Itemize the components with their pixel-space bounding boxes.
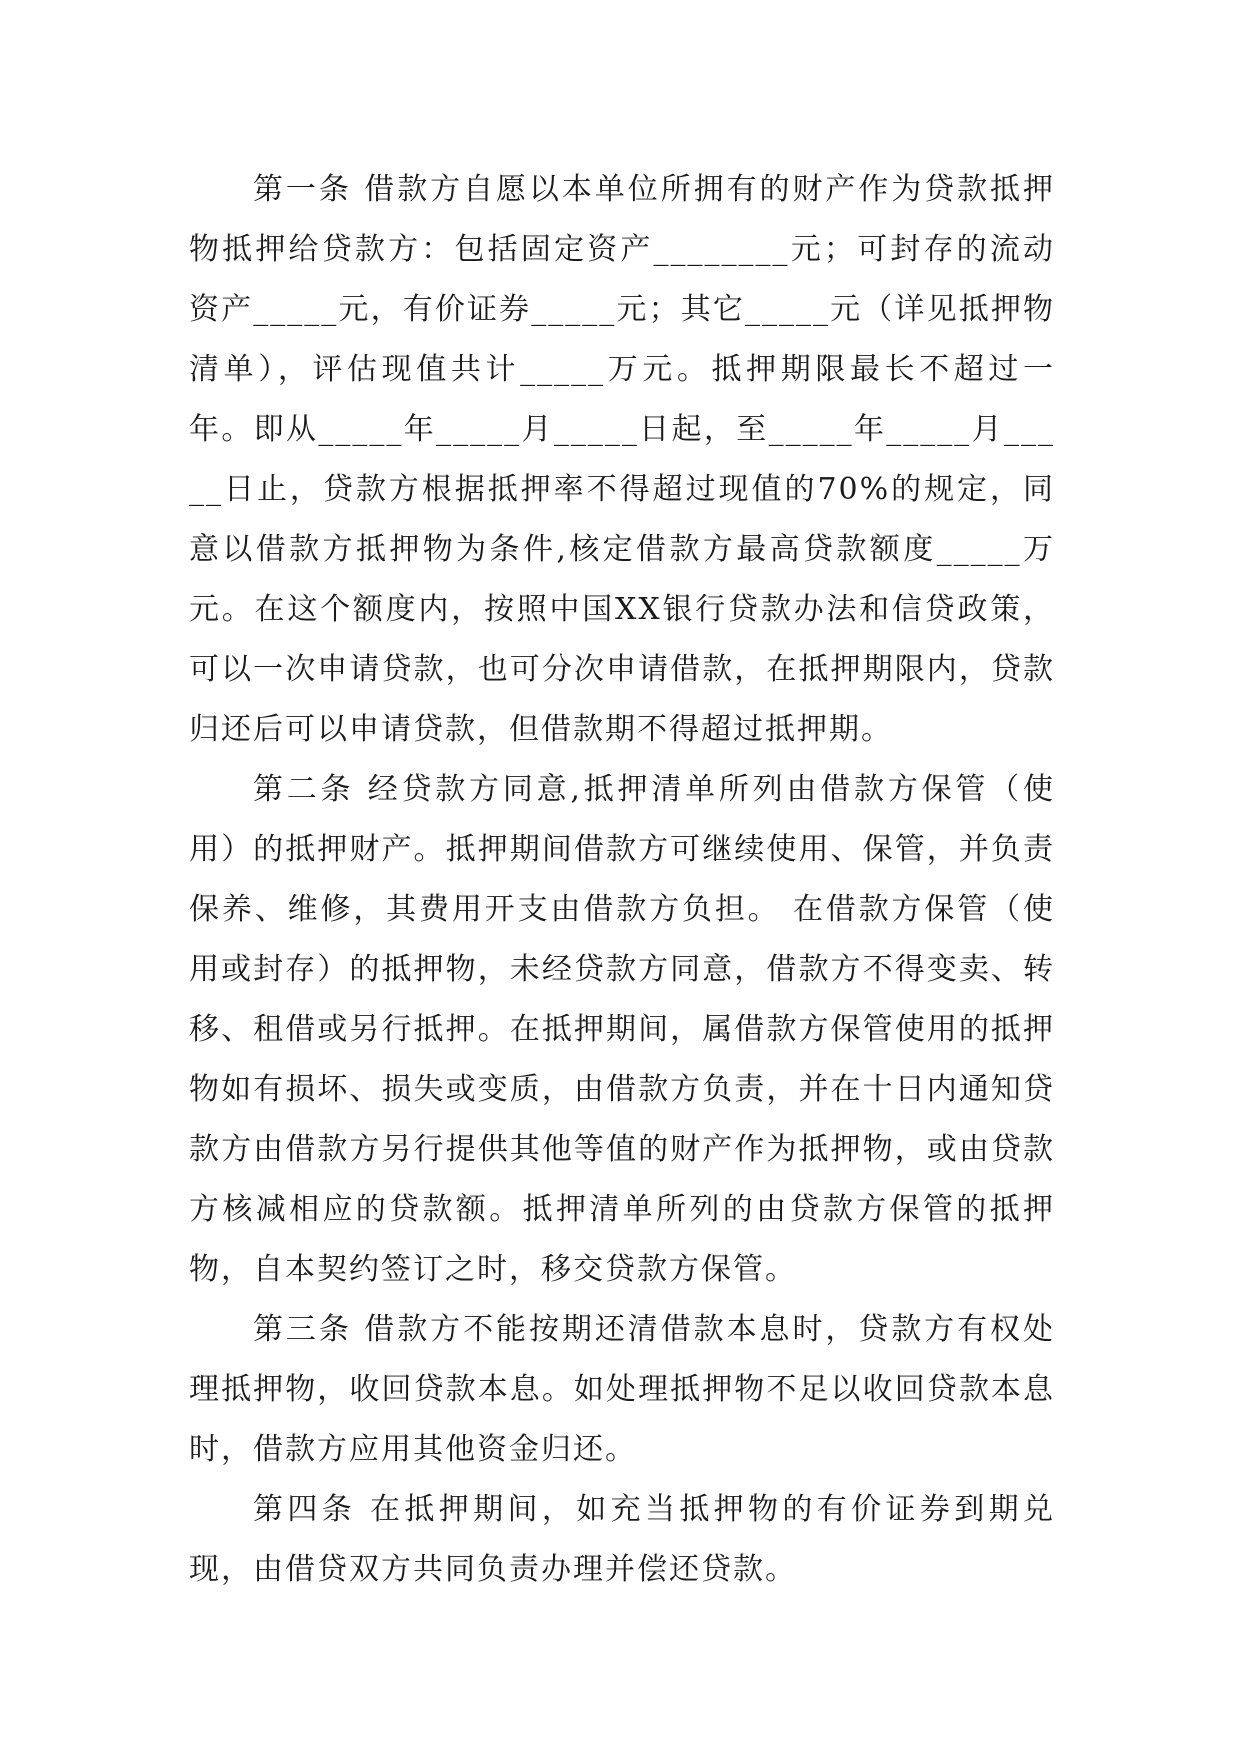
article-4-paragraph: 第四条 在抵押期间，如充当抵押物的有价证券到期兑现，由借贷双方共同负责办理并偿还贷款。 bbox=[189, 1492, 1055, 1587]
article-2-paragraph: 第二条 经贷款方同意,抵押清单所列由借款方保管（使用）的抵押财产。抵押期间借款方可继续使用、保管，并负责保养、维修，其费用开支由借款方负担。 在借款方保管（使用或封存）的抵押物，未经贷款方同意，借款方不得变卖、转移、租借或另行抵押。在抵押期间，属借款方保管使用的抵押物如有损坏、损失或变质，由借款方负责，并在十日内通知贷款方由借款方另行提供其他等值的财产作为抵押物，或由贷款方核减相应的贷款额。抵押清单所列的由贷款方保管的抵押物，自本契约签订之时，移交贷款方保管。 bbox=[189, 772, 1055, 1287]
document-body bbox=[189, 160, 1055, 1600]
article-1-paragraph: 第一条 借款方自愿以本单位所拥有的财产作为贷款抵押物抵押给贷款方：包括固定资产________元；可封存的流动资产_____元，有价证券_____元；其它_____元（详见抵押物清单），评估现值共计_____万元。抵押期限最长不超过一年。即从_____年_____月_____日起，至_____年_____月_____日止，贷款方根据抵押率不得超过现值的70%的规定，同意以借款方抵押物为条件,核定借款方最高贷款额度_____万元。在这个额度内，按照中国XX银行贷款办法和信贷政策，可以一次申请贷款，也可分次申请借款，在抵押期限内，贷款归还后可以申请贷款，但借款期不得超过抵押期。 bbox=[189, 172, 1055, 747]
article-3-paragraph: 第三条 借款方不能按期还清借款本息时，贷款方有权处理抵押物，收回贷款本息。如处理抵押物不足以收回贷款本息时，借款方应用其他资金归还。 bbox=[189, 1312, 1055, 1467]
